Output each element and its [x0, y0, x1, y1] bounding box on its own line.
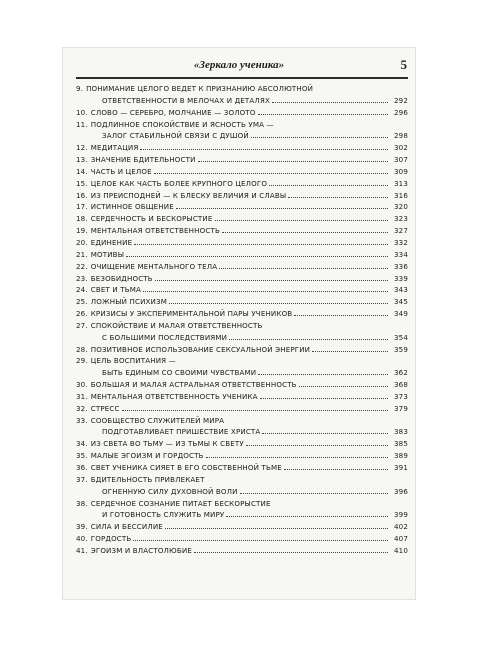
toc-entry-line: [76, 225, 408, 237]
toc-entry-title: СЕРДЕЧНОЕ СОЗНАНИЕ ПИТАЕТ БЕСКОРЫСТИЕ: [90, 498, 271, 508]
toc-entry: [76, 379, 408, 391]
toc-entry-line: [76, 521, 408, 533]
toc-entry-line: [76, 166, 408, 178]
toc-entry-number: 30.: [76, 380, 88, 390]
toc-entry-line: [76, 296, 408, 308]
toc-entry: [76, 355, 408, 379]
toc-entry: [76, 190, 408, 202]
dot-leader: [122, 403, 388, 411]
toc-entry-page: 396: [394, 486, 408, 496]
dot-leader: [169, 296, 388, 304]
toc-entry: [76, 213, 408, 225]
toc-entry-title: СЕРДЕЧНОСТЬ И БЕСКОРЫСТИЕ: [90, 214, 213, 224]
toc-entry-title: С БОЛЬШИМИ ПОСЛЕДСТВИЯМИ: [102, 332, 228, 342]
dot-leader: [154, 166, 388, 174]
toc-entry-title: ИСТИННОЕ ОБЩЕНИЕ: [90, 202, 174, 212]
toc-entry-line: [76, 190, 408, 202]
toc-entry-line: [76, 450, 408, 462]
toc-entry: [76, 438, 408, 450]
dot-leader: [206, 450, 388, 458]
toc-entry-title: СПОКОЙСТВИЕ И МАЛАЯ ОТВЕТСТВЕННОСТЬ: [90, 320, 263, 330]
toc-entry-line: [76, 119, 408, 131]
toc-entry-number: 14.: [76, 166, 88, 176]
toc-entry-number: 18.: [76, 214, 88, 224]
toc-entry-title: ЦЕЛОЕ КАК ЧАСТЬ БОЛЕЕ КРУПНОГО ЦЕЛОГО: [90, 178, 268, 188]
toc-entry-title: И ГОТОВНОСТЬ СЛУЖИТЬ МИРУ: [102, 510, 225, 520]
toc-entry-title: СЛОВО — СЕРЕБРО, МОЛЧАНИЕ — ЗОЛОТО: [90, 107, 256, 117]
toc-entry-line: [76, 130, 408, 142]
dot-leader: [284, 462, 388, 470]
toc-entry-title: ГОРДОСТЬ: [90, 534, 132, 544]
toc-entry-line: [76, 426, 408, 438]
toc-entry-page: 292: [394, 95, 408, 105]
toc-entry-page: 320: [394, 202, 408, 212]
toc-entry-line: [76, 486, 408, 498]
toc-entry-title: СВЕТ УЧЕНИКА СИЯЕТ В ЕГО СОБСТВЕННОЙ ТЬМЕ: [90, 463, 282, 472]
toc-entry: [76, 154, 408, 166]
toc-entry-title: ЗНАЧЕНИЕ БДИТЕЛЬНОСТИ: [90, 155, 196, 165]
toc-entry-title: ПОДЛИННОЕ СПОКОЙСТВИЕ И ЯСНОСТЬ УМА —: [90, 119, 274, 129]
dot-leader: [272, 95, 388, 103]
toc-entry-page: 385: [394, 439, 408, 449]
toc-entry-page: 316: [394, 190, 408, 200]
toc-entry-page: 410: [394, 545, 408, 555]
toc-entry-title: МЕДИТАЦИЯ: [90, 143, 139, 153]
toc-entry-title: БОЛЬШАЯ И МАЛАЯ АСТРАЛЬНАЯ ОТВЕТСТВЕННОСТЬ: [90, 380, 297, 390]
toc-entry: [76, 261, 408, 273]
toc-entry-title: ПОЗИТИВНОЕ ИСПОЛЬЗОВАНИЕ СЕКСУАЛЬНОЙ ЭНЕРГИИ: [90, 344, 311, 354]
dot-leader: [260, 391, 388, 399]
dot-leader: [165, 521, 388, 529]
toc-entry: [76, 450, 408, 462]
toc-entry-number: 39.: [76, 522, 88, 532]
toc-entry-line: [76, 213, 408, 225]
toc-entry-title: ПОДГОТАВЛИВАЕТ ПРИШЕСТВИЕ ХРИСТА: [102, 427, 261, 437]
running-title: «Зеркало ученика»: [193, 59, 285, 71]
toc-entry-indent: [76, 486, 102, 498]
toc-entry-page: 332: [394, 237, 408, 247]
toc-entry-number: 38.: [76, 498, 88, 508]
toc-entry-line: [76, 344, 408, 356]
header-rule: [76, 77, 408, 79]
toc-entry-number: 33.: [76, 415, 88, 425]
table-of-contents: [76, 83, 408, 557]
toc-entry-line: [76, 367, 408, 379]
toc-entry-number: 13.: [76, 155, 88, 165]
toc-entry-line: [76, 237, 408, 249]
toc-entry-number: 17.: [76, 202, 88, 212]
dot-leader: [126, 249, 388, 257]
toc-entry: [76, 462, 408, 474]
toc-entry-page: 389: [394, 451, 408, 461]
toc-entry-page: 399: [394, 510, 408, 520]
dot-leader: [134, 237, 388, 245]
toc-entry-number: 21.: [76, 249, 88, 259]
toc-entry-page: 334: [394, 249, 408, 259]
dot-leader: [294, 308, 388, 316]
toc-entry-title: МАЛЫЕ ЭГОИЗМ И ГОРДОСТЬ: [90, 451, 204, 461]
toc-entry-title: БЕЗОБИДНОСТЬ: [90, 273, 153, 283]
toc-entry-page: 407: [394, 534, 408, 544]
dot-leader: [219, 261, 388, 269]
toc-entry-number: 37.: [76, 474, 88, 484]
toc-entry: [76, 403, 408, 415]
toc-entry-number: 11.: [76, 119, 88, 129]
toc-entry-page: 349: [394, 309, 408, 319]
toc-entry-number: 20.: [76, 237, 88, 247]
toc-entry: [76, 249, 408, 261]
dot-leader: [229, 332, 388, 340]
toc-entry-page: 373: [394, 391, 408, 401]
toc-entry-title: ПОНИМАНИЕ ЦЕЛОГО ВЕДЕТ К ПРИЗНАНИЮ АБСОЛЮТНОЙ: [86, 84, 314, 93]
toc-entry-number: 31.: [76, 391, 88, 401]
toc-entry-line: [76, 308, 408, 320]
dot-leader: [258, 107, 388, 115]
toc-entry-number: 28.: [76, 344, 88, 354]
toc-entry-indent: [76, 130, 102, 142]
toc-entry-number: 40.: [76, 534, 88, 544]
toc-entry: [76, 142, 408, 154]
toc-entry-page: 336: [394, 261, 408, 271]
dot-leader: [288, 190, 388, 198]
toc-entry-title: БДИТЕЛЬНОСТЬ ПРИВЛЕКАЕТ: [90, 474, 205, 484]
toc-entry-line: [76, 379, 408, 391]
toc-entry-number: 9.: [76, 84, 84, 93]
toc-entry-page: 298: [394, 131, 408, 141]
toc-entry-number: 10.: [76, 107, 88, 117]
toc-entry-title: ОГНЕННУЮ СИЛУ ДУХОВНОЙ ВОЛИ: [102, 486, 238, 496]
toc-entry-number: 15.: [76, 178, 88, 188]
toc-entry-title: ЧАСТЬ И ЦЕЛОЕ: [90, 166, 152, 176]
toc-entry-title: МЕНТАЛЬНАЯ ОТВЕТСТВЕННОСТЬ УЧЕНИКА: [90, 391, 258, 401]
toc-entry-title: СВЕТ И ТЬМА: [90, 285, 142, 295]
toc-entry-number: 35.: [76, 451, 88, 461]
toc-entry-number: 27.: [76, 320, 88, 330]
dot-leader: [140, 142, 388, 150]
toc-entry-line: [76, 355, 408, 367]
toc-entry-line: [76, 462, 408, 474]
toc-entry: [76, 533, 408, 545]
toc-entry: [76, 391, 408, 403]
toc-entry: [76, 344, 408, 356]
toc-entry-page: 359: [394, 344, 408, 354]
toc-entry-title: ОТВЕТСТВЕННОСТИ В МЕЛОЧАХ И ДЕТАЛЯХ: [102, 95, 270, 105]
toc-entry-page: 313: [394, 178, 408, 188]
toc-entry-title: СТРЕСС: [90, 403, 120, 413]
toc-entry-title: БЫТЬ ЕДИНЫМ СО СВОИМИ ЧУВСТВАМИ: [102, 368, 257, 378]
toc-entry-page: 354: [394, 332, 408, 342]
toc-entry: [76, 107, 408, 119]
toc-entry-page: 379: [394, 403, 408, 413]
toc-entry: [76, 83, 408, 107]
toc-entry-title: МЕНТАЛЬНАЯ ОТВЕТСТВЕННОСТЬ: [90, 226, 220, 236]
toc-entry-line: [76, 474, 408, 486]
toc-entry-line: [76, 545, 408, 557]
toc-entry-title: МОТИВЫ: [90, 249, 125, 259]
toc-entry: [76, 119, 408, 143]
dot-leader: [269, 178, 388, 186]
toc-entry-number: 19.: [76, 226, 88, 236]
running-header: [62, 57, 416, 77]
toc-entry-number: 25.: [76, 297, 88, 307]
toc-entry-title: КРИЗИСЫ У ЭКСПЕРИМЕНТАЛЬНОЙ ПАРЫ УЧЕНИКОВ: [90, 309, 293, 319]
toc-entry: [76, 166, 408, 178]
toc-entry: [76, 320, 408, 344]
toc-entry: [76, 178, 408, 190]
toc-entry-number: 12.: [76, 143, 88, 153]
toc-entry-number: 24.: [76, 285, 88, 295]
toc-entry-indent: [76, 509, 102, 521]
dot-leader: [246, 438, 388, 446]
toc-entry-number: 41.: [76, 545, 88, 555]
toc-entry-line: [76, 509, 408, 521]
dot-leader: [143, 284, 388, 292]
toc-entry-indent: [76, 426, 102, 438]
toc-entry-number: 34.: [76, 439, 88, 449]
toc-entry-line: [76, 438, 408, 450]
dot-leader: [299, 379, 388, 387]
toc-entry-number: 29.: [76, 356, 88, 366]
toc-entry-page: 323: [394, 214, 408, 224]
toc-entry-title: СИЛА И БЕССИЛИЕ: [90, 522, 163, 532]
dot-leader: [258, 367, 388, 375]
toc-entry-line: [76, 284, 408, 296]
toc-entry: [76, 308, 408, 320]
toc-entry-line: [76, 403, 408, 415]
toc-entry-page: 343: [394, 285, 408, 295]
dot-leader: [251, 130, 388, 138]
toc-entry-page: 309: [394, 166, 408, 176]
toc-entry-page: 302: [394, 143, 408, 153]
dot-leader: [155, 273, 388, 281]
toc-entry-line: [76, 273, 408, 285]
toc-entry-indent: [76, 95, 102, 107]
toc-entry: [76, 201, 408, 213]
toc-entry-line: [76, 533, 408, 545]
dot-leader: [312, 344, 388, 352]
toc-entry-number: 36.: [76, 463, 88, 472]
toc-entry-line: [76, 83, 408, 95]
toc-entry-line: [76, 178, 408, 190]
toc-entry-title: ИЗ ПРЕИСПОДНЕЙ — К БЛЕСКУ ВЕЛИЧИЯ И СЛАВЫ: [90, 190, 287, 200]
toc-entry-page: 339: [394, 273, 408, 283]
toc-entry-line: [76, 498, 408, 510]
toc-entry-page: 362: [394, 368, 408, 378]
toc-entry-number: 26.: [76, 309, 88, 319]
toc-entry-line: [76, 95, 408, 107]
toc-entry-title: ЛОЖНЫЙ ПСИХИЗМ: [90, 297, 167, 307]
dot-leader: [226, 509, 388, 517]
dot-leader: [133, 533, 388, 541]
toc-entry-number: 32.: [76, 403, 88, 413]
toc-entry-title: ИЗ СВЕТА ВО ТЬМУ — ИЗ ТЬМЫ К СВЕТУ: [90, 439, 244, 449]
toc-entry: [76, 284, 408, 296]
toc-entry: [76, 474, 408, 498]
toc-entry-indent: [76, 367, 102, 379]
toc-entry-line: [76, 391, 408, 403]
dot-leader: [240, 486, 388, 494]
toc-entry-page: 327: [394, 226, 408, 236]
toc-entry-number: 16.: [76, 190, 88, 200]
toc-entry: [76, 237, 408, 249]
book-page: [62, 47, 416, 600]
toc-entry-line: [76, 415, 408, 427]
page-number: 5: [400, 57, 407, 72]
toc-entry-page: 368: [394, 380, 408, 390]
toc-entry-line: [76, 332, 408, 344]
toc-entry-number: 23.: [76, 273, 88, 283]
toc-entry-page: 402: [394, 522, 408, 532]
dot-leader: [222, 225, 388, 233]
toc-entry-title: ЭГОИЗМ И ВЛАСТОЛЮБИЕ: [90, 545, 192, 555]
toc-entry-page: 383: [394, 427, 408, 437]
toc-entry-line: [76, 107, 408, 119]
toc-entry-line: [76, 261, 408, 273]
dot-leader: [262, 426, 388, 434]
toc-entry-line: [76, 154, 408, 166]
toc-entry-indent: [76, 332, 102, 344]
toc-entry-line: [76, 142, 408, 154]
dot-leader: [198, 154, 388, 162]
toc-entry-page: 345: [394, 297, 408, 307]
toc-entry-title: ЗАЛОГ СТАБИЛЬНОЙ СВЯЗИ С ДУШОЙ: [102, 131, 249, 141]
toc-entry: [76, 521, 408, 533]
dot-leader: [176, 201, 388, 209]
toc-entry: [76, 296, 408, 308]
toc-entry-title: ЦЕЛЬ ВОСПИТАНИЯ —: [90, 356, 176, 366]
toc-entry: [76, 498, 408, 522]
toc-entry-title: СООБЩЕСТВО СЛУЖИТЕЛЕЙ МИРА: [90, 415, 225, 425]
toc-entry-line: [76, 201, 408, 213]
toc-entry-number: 22.: [76, 261, 88, 271]
toc-entry-page: 391: [394, 463, 408, 472]
dot-leader: [194, 545, 388, 553]
toc-entry-line: [76, 320, 408, 332]
toc-entry-title: ЕДИНЕНИЕ: [90, 237, 133, 247]
toc-entry: [76, 415, 408, 439]
toc-entry-page: 296: [394, 107, 408, 117]
toc-entry-title: ОЧИЩЕНИЕ МЕНТАЛЬНОГО ТЕЛА: [90, 261, 218, 271]
dot-leader: [215, 213, 388, 221]
toc-entry: [76, 273, 408, 285]
toc-entry: [76, 225, 408, 237]
toc-entry: [76, 545, 408, 557]
toc-entry-line: [76, 249, 408, 261]
toc-entry-page: 307: [394, 155, 408, 165]
